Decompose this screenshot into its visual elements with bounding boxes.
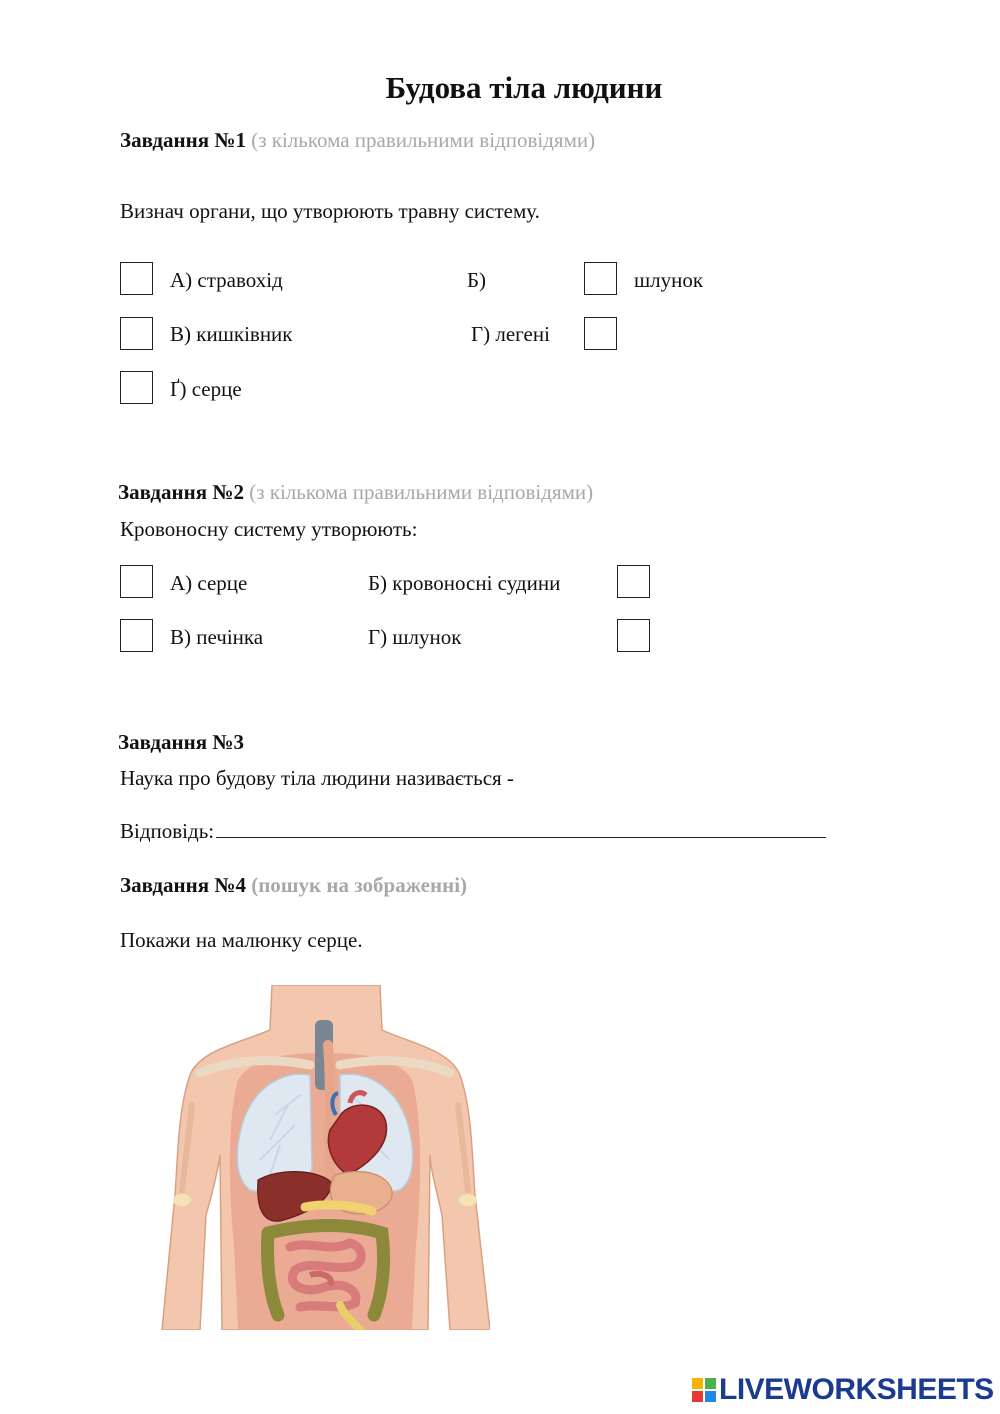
liveworksheets-logo[interactable] xyxy=(692,1372,994,1408)
task1-header xyxy=(120,128,595,153)
human-anatomy-illustration[interactable] xyxy=(160,985,490,1330)
task2-checkbox-v[interactable] xyxy=(120,619,153,652)
task1-option-b-word: шлунок xyxy=(634,268,704,292)
task1-question: Визнач органи, що утворюють травну систему. xyxy=(120,199,540,223)
task3-answer-label: Відповідь: xyxy=(120,819,215,843)
task1-checkbox-gg[interactable] xyxy=(120,371,153,404)
task1-heading: Завдання №1 xyxy=(120,128,246,152)
task2-checkbox-b[interactable] xyxy=(617,565,650,598)
task1-hint: (з кількома правильними відповідями) xyxy=(251,128,596,152)
task1-option-a: А) стравохід xyxy=(170,268,283,292)
task3-answer-blank[interactable] xyxy=(216,817,826,838)
task1-option-gg: Ґ) серце xyxy=(170,377,242,401)
task4-heading: Завдання №4 xyxy=(120,873,246,897)
task1-checkbox-a[interactable] xyxy=(120,262,153,295)
task2-question: Кровоносну систему утворюють: xyxy=(120,517,418,541)
task1-checkbox-g[interactable] xyxy=(584,317,617,350)
task1-option-b-letter: Б) xyxy=(467,268,487,292)
liveworksheets-logo-text: LIVEWORKSHEETS xyxy=(719,1373,994,1406)
task4-header xyxy=(120,873,467,898)
task3-question: Наука про будову тіла людини називається - xyxy=(120,766,514,790)
task2-checkbox-g[interactable] xyxy=(617,619,650,652)
task2-option-a: А) серце xyxy=(170,571,248,595)
task1-checkbox-v[interactable] xyxy=(120,317,153,350)
task2-header xyxy=(118,480,593,505)
page-title: Будова тіла людини xyxy=(385,70,663,105)
task2-option-v: В) печінка xyxy=(170,625,264,649)
task3-heading: Завдання №3 xyxy=(118,730,244,754)
task3-answer-row xyxy=(120,817,826,844)
task4-hint: (пошук на зображенні) xyxy=(251,873,468,897)
task2-hint: (з кількома правильними відповідями) xyxy=(249,480,594,504)
liveworksheets-logo-icon xyxy=(692,1378,716,1402)
task2-option-g: Г) шлунок xyxy=(368,625,462,649)
task4-question: Покажи на малюнку серце. xyxy=(120,928,363,952)
task2-heading: Завдання №2 xyxy=(118,480,244,504)
task2-option-b: Б) кровоносні судини xyxy=(368,571,561,595)
task1-option-g: Г) легені xyxy=(471,322,550,346)
task2-checkbox-a[interactable] xyxy=(120,565,153,598)
task1-option-v: В) кишківник xyxy=(170,322,293,346)
task1-checkbox-b[interactable] xyxy=(584,262,617,295)
